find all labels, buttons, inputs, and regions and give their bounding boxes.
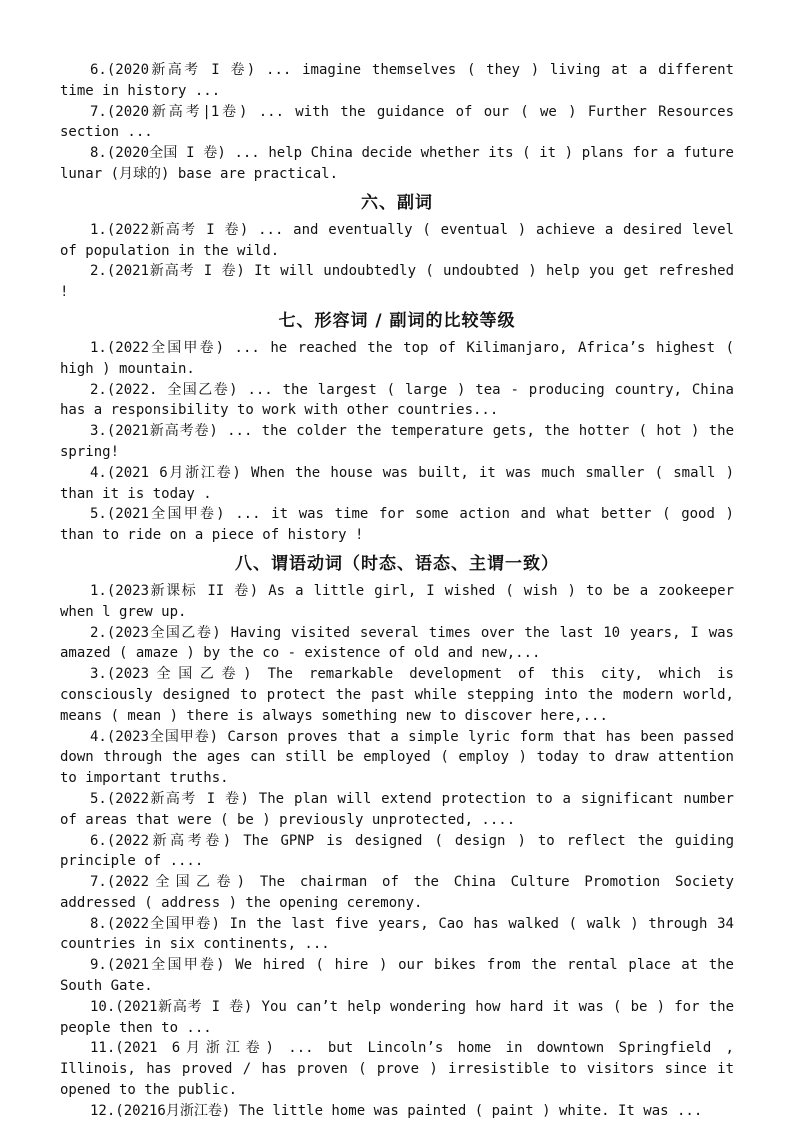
question-item: 10.(2021新高考 I 卷) You can’t help wondering how hard it was ( be ) for the people then to ... <box>60 998 734 1036</box>
question-item: 11.(2021 6月浙江卷) ... but Lincoln’s home in downtown Springfield , Illinois, has proved / has proven ( prove ) irresistible to visitors since it opened to the public. <box>60 1040 734 1099</box>
question-item: 4.(2021 6月浙江卷) When the house was built, it was much smaller ( small ) than it is today . <box>60 464 734 502</box>
section-heading: 八、谓语动词（时态、语态、主谓一致） <box>235 553 559 574</box>
document-page <box>60 60 734 1122</box>
question-item: 6.(2020新高考 I 卷) ... imagine themselves ( they ) living at a different time in history ... <box>60 62 734 99</box>
section-predicate-verbs <box>60 554 734 1122</box>
question-item: 1.(2023新课标 II 卷) As a little girl, I wished ( wish ) to be a zookeeper when l grew up. <box>60 582 734 620</box>
section-heading: 六、副词 <box>361 192 433 213</box>
question-item: 1.(2022全国甲卷) ... he reached the top of Kilimanjaro, Africa’s highest ( high ) mountain. <box>60 339 734 377</box>
question-item: 2.(2023全国乙卷) Having visited several times over the last 10 years, I was amazed ( amaze ) by the co - existence of old and new,... <box>60 624 734 662</box>
section-0 <box>60 60 734 185</box>
question-item: 1.(2022新高考 I 卷) ... and eventually ( eventual ) achieve a desired level of population in the wild. <box>60 221 734 259</box>
question-item: 5.(2022新高考 I 卷) The plan will extend protection to a significant number of areas that were ( be ) previously unprotected, .... <box>60 790 734 828</box>
question-item: 7.(2022全国乙卷) The chairman of the China Culture Promotion Society addressed ( address ) the opening ceremony. <box>60 874 734 911</box>
question-item: 12.(20216月浙江卷) The little home was painted ( paint ) white. It was ... <box>90 1102 703 1119</box>
question-item: 6.(2022新高考卷) The GPNP is designed ( design ) to reflect the guiding principle of .... <box>60 832 734 870</box>
question-item: 5.(2021全国甲卷) ... it was time for some action and what better ( good ) than to ride on a piece of history ! <box>60 506 734 544</box>
question-item: 2.(2022. 全国乙卷) ... the largest ( large ) tea - producing country, China has a responsibility to work with other countries... <box>60 381 734 419</box>
question-item: 9.(2021全国甲卷) We hired ( hire ) our bikes from the rental place at the South Gate. <box>60 957 734 995</box>
question-item: 8.(2022全国甲卷) In the last five years, Cao has walked ( walk ) through 34 countries in six continents, ... <box>60 915 734 953</box>
section-comparatives <box>60 311 734 546</box>
question-item: 3.(2021新高考卷) ... the colder the temperature gets, the hotter ( hot ) the spring! <box>60 423 734 460</box>
section-adverbs <box>60 193 734 303</box>
question-item: 3.(2023全国乙卷) The remarkable development of this city, which is consciously designed to protect the past while stepping into the modern world, means ( mean ) there is always something new to discover here,... <box>60 666 734 724</box>
question-item: 4.(2023全国甲卷) Carson proves that a simple lyric form that has been passed down through the ages can still be employed ( employ ) today to draw attention to important truths. <box>60 728 734 787</box>
question-item: 7.(2020新高考|1卷) ... with the guidance of our ( we ) Further Resources section ... <box>60 103 734 141</box>
question-item: 8.(2020全国 I 卷) ... help China decide whether its ( it ) plans for a future lunar (月球的) base are practical. <box>60 145 734 182</box>
question-item: 2.(2021新高考 I 卷) It will undoubtedly ( undoubted ) help you get refreshed ! <box>60 263 734 301</box>
section-heading: 七、形容词 / 副词的比较等级 <box>278 310 516 331</box>
